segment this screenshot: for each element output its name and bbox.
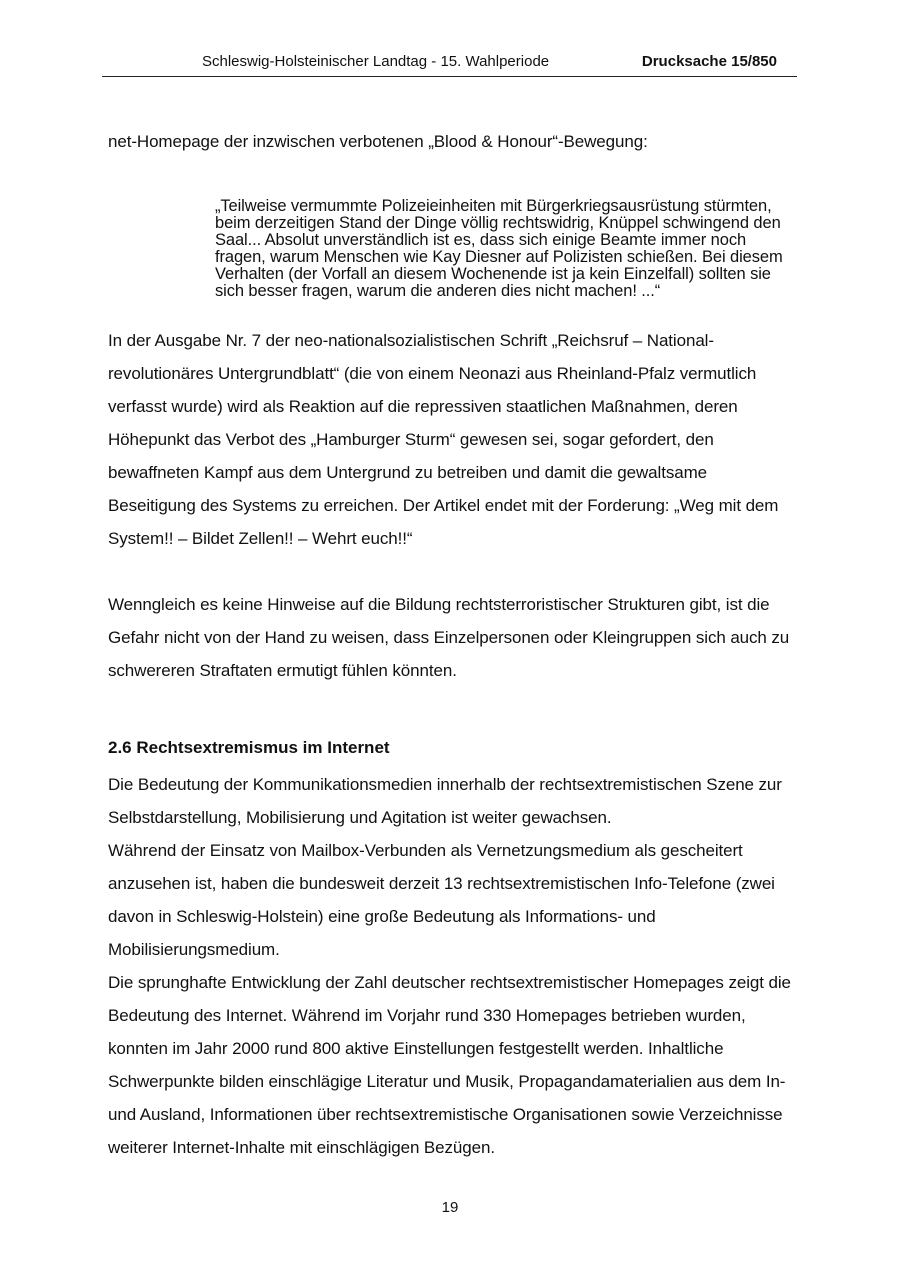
page-header bbox=[102, 52, 797, 77]
paragraph-reichsruf: In der Ausgabe Nr. 7 der neo-nationalsozialistischen Schrift „Reichsruf – National-revolutionäres Untergrundblatt“ (die von einem Neonazi aus Rheinland-Pfalz vermutlich verfasst wurde) wird als Reaktion auf die repressiven staatlichen Maßnahmen, deren Höhepunkt das Verbot des „Hamburger Sturm“ gewesen sei, sogar gefordert, den bewaffneten Kampf aus dem Untergrund zu betreiben und damit die gewaltsame Beseitigung des Systems zu erreichen. Der Artikel endet mit der Forderung: „Weg mit dem System!! – Bildet Zellen!! – Wehrt euch!!“ bbox=[108, 331, 779, 548]
intro-paragraph: net-Homepage der inzwischen verbotenen „Blood & Honour“-Bewegung: bbox=[108, 132, 648, 151]
section-heading: 2.6 Rechtsextremismus im Internet bbox=[108, 738, 390, 757]
header-title: Schleswig-Holsteinischer Landtag - 15. Wahlperiode bbox=[202, 53, 550, 70]
paragraph-media: Die Bedeutung der Kommunikationsmedien innerhalb der rechtsextremistischen Szene zur Selbstdarstellung, Mobilisierung und Agitation ist weiter gewachsen. bbox=[108, 775, 782, 827]
document-number: Drucksache 15/850 bbox=[641, 53, 777, 70]
block-quote: „Teilweise vermummte Polizeieinheiten mit Bürgerkriegsausrüstung stürmten, beim derzeitigen Stand der Dinge völlig rechtswidrig, Knüppel schwingend den Saal... Absolut unverständlich ist es, dass sich einige Beamte immer noch fragen, warum Menschen wie Kay Diesner auf Polizisten schießen. Bei diesem Verhalten (der Vorfall an diesem Wochenende ist ja kein Einzelfall) sollten sie sich besser fragen, warum die anderen dies nicht machen! ...“ bbox=[215, 197, 783, 300]
paragraph-homepages: Die sprunghafte Entwicklung der Zahl deutscher rechtsextremistischer Homepages zeigt die Bedeutung des Internet. Während im Vorjahr rund 330 Homepages betrieben wurden, konnten im Jahr 2000 rund 800 aktive Einstellungen festgestellt werden. Inhaltliche Schwerpunkte bilden einschlägige Literatur und Musik, Propagandamaterialien aus dem In- und Ausland, Informationen über rechtsextremistische Organisationen sowie Verzeichnisse weiterer Internet-Inhalte mit einschlägigen Bezügen. bbox=[108, 973, 791, 1157]
paragraph-danger: Wenngleich es keine Hinweise auf die Bildung rechtsterroristischer Strukturen gibt, ist die Gefahr nicht von der Hand zu weisen, dass Einzelpersonen oder Kleingruppen sich auch zu schwereren Straftaten ermutigt fühlen könnten. bbox=[108, 595, 790, 680]
paragraph-mailbox: Während der Einsatz von Mailbox-Verbunden als Vernetzungsmedium als gescheitert anzusehen ist, haben die bundesweit derzeit 13 rechtsextremistischen Info-Telefone (zwei davon in Schleswig-Holstein) eine große Bedeutung als Informations- und Mobilisierungsmedium. bbox=[108, 841, 775, 959]
page-number: 19 bbox=[441, 1199, 459, 1216]
document-body bbox=[108, 125, 798, 1164]
